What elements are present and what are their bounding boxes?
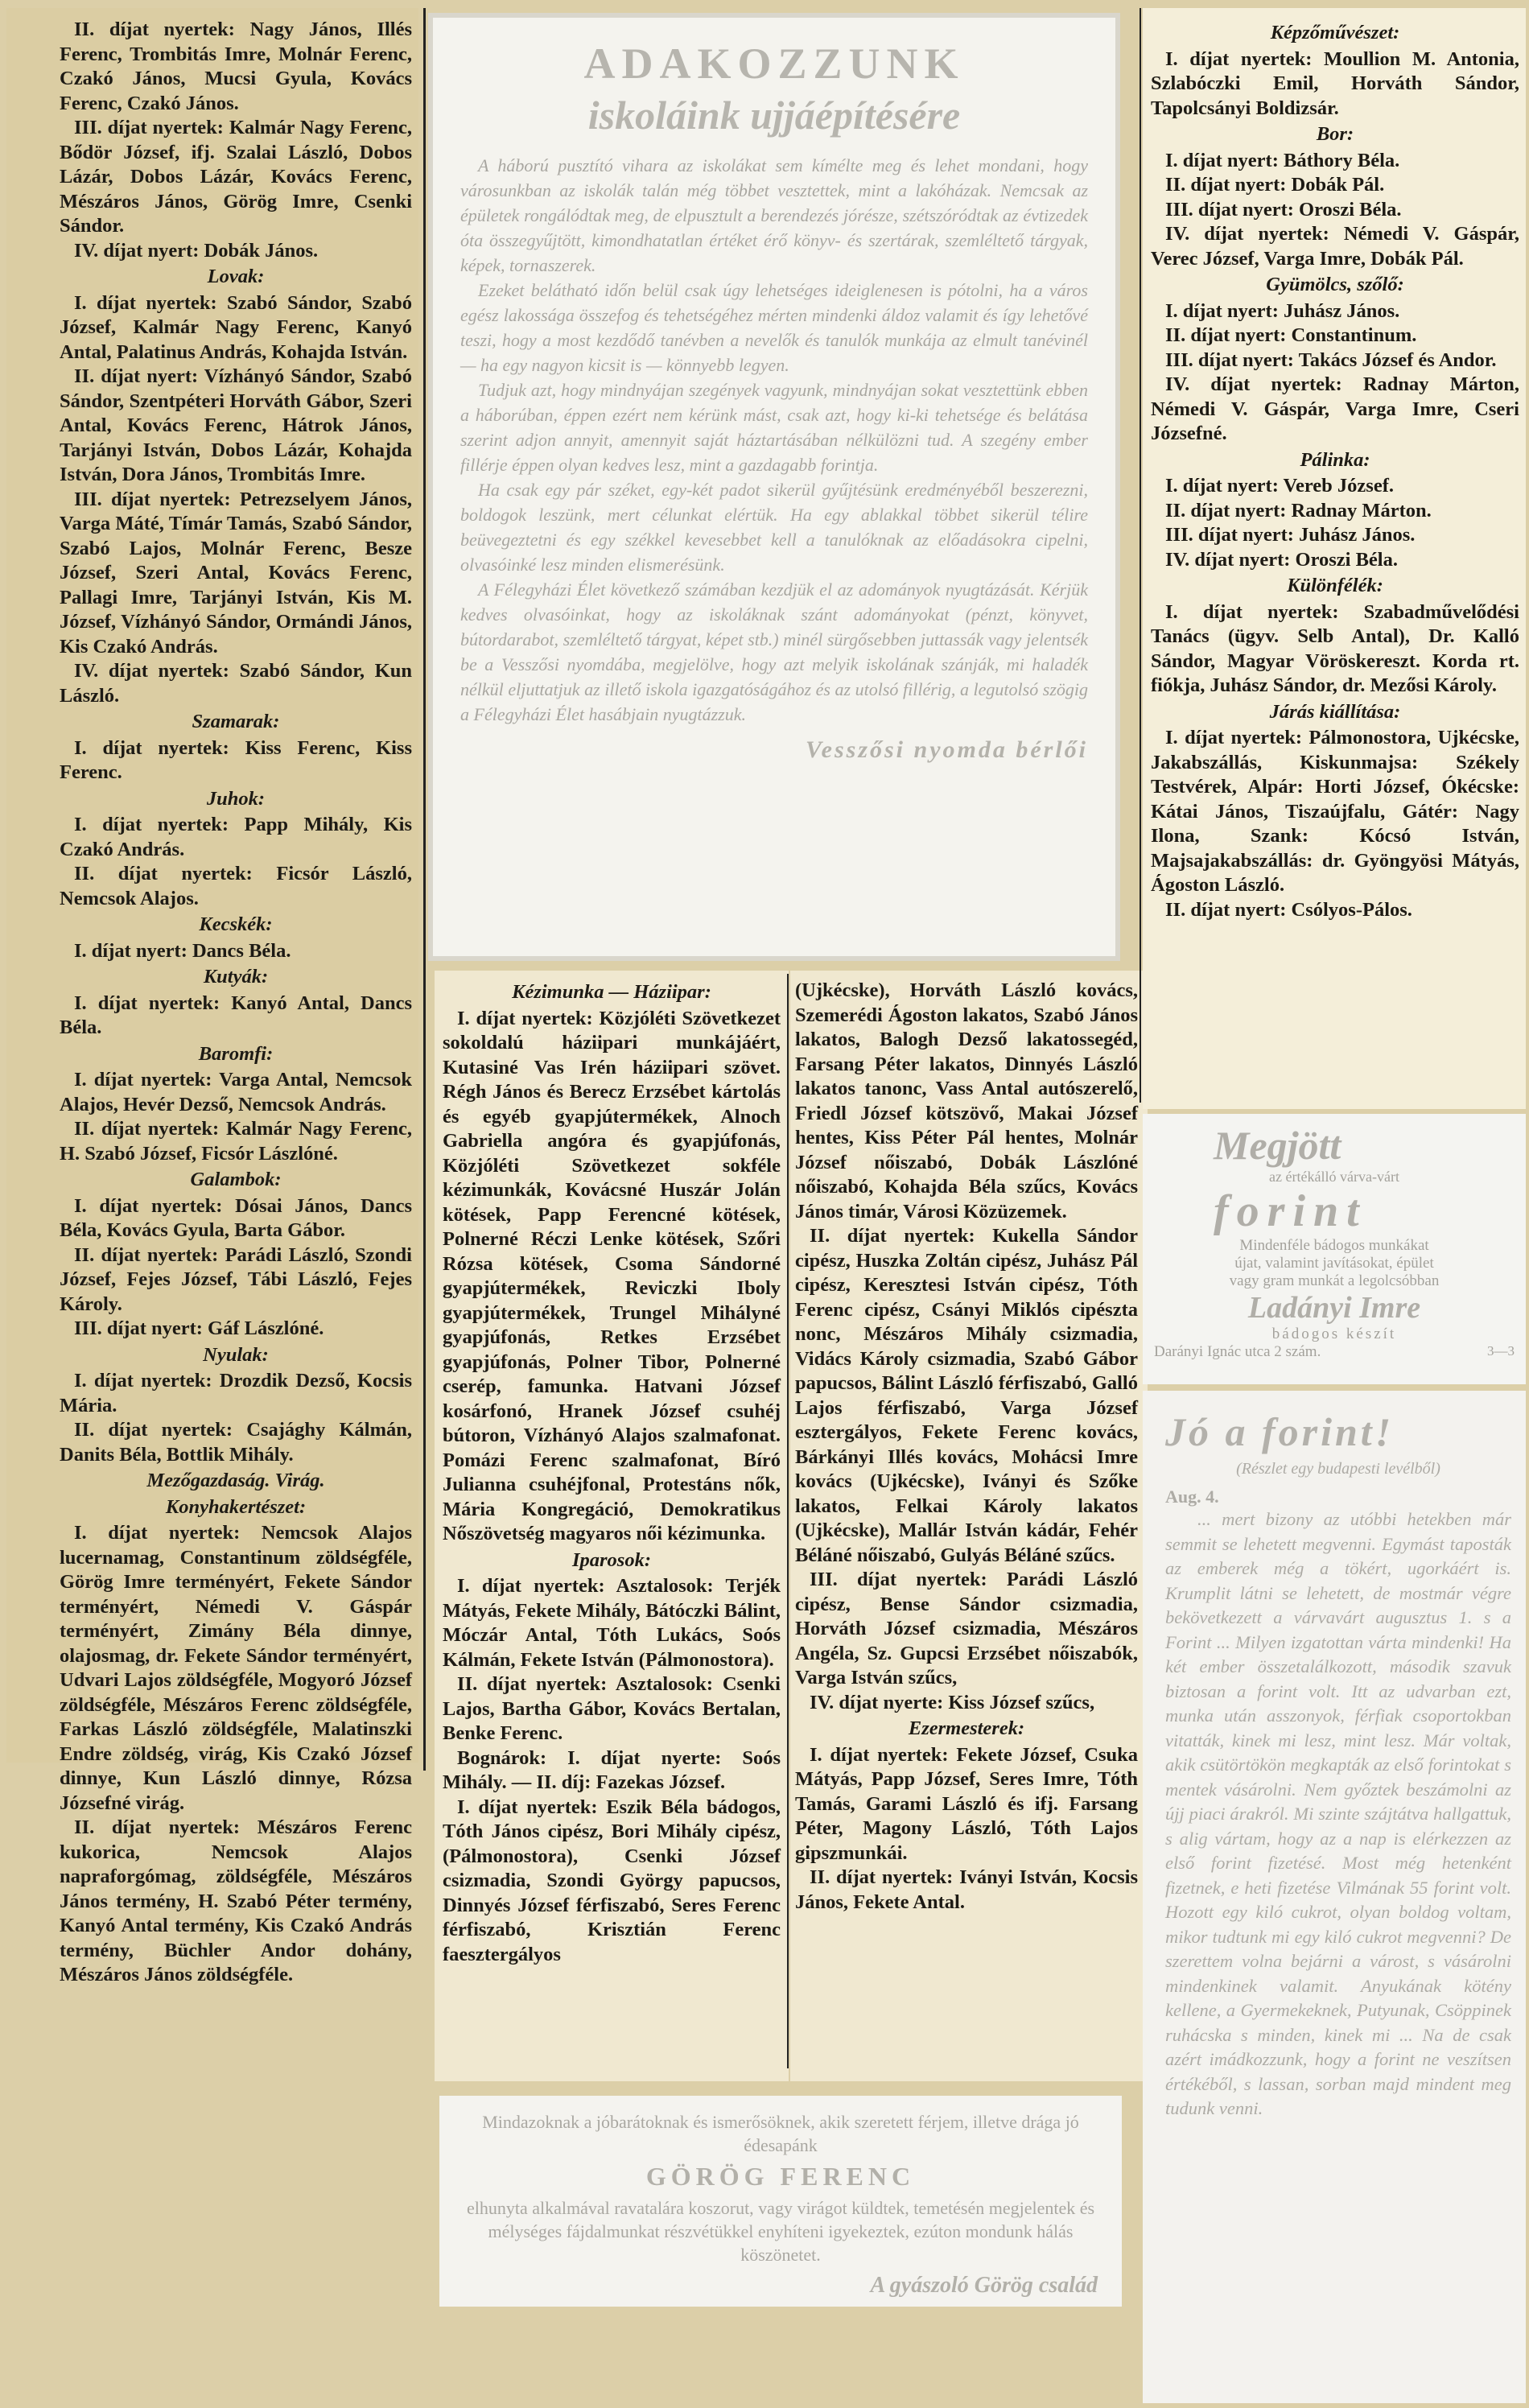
section-heading: Lovak: [207,266,265,287]
notice-paragraph: Tudjuk azt, hogy mindnyájan szegények vagyunk, mindnyájan sokat vesztettünk ebben a háborúban, éppen ezért nem kérünk mást, csak azt, hogy ki-ki tehetsége és belátása szerint adjon annyit, amennyit saját háztartásában nélkülözni tud. A szegény ember fillérje éppen olyan kedves lesz, mint a gazdagabb forintja. [460,380,1088,475]
award-paragraph: I. díjat nyertek: Kanyó Antal, Dancs Béla. [60,992,412,1038]
award-paragraph: IV. díjat nyert: Oroszi Béla. [1165,548,1398,571]
thanks-text: elhunyta alkalmával ravatalára koszorut, vagy virágot küldtek, temetésén megjelentek és mélységes fájdalmunkat részvétükkel enyhíteni igyekeztek, ezúton mondunk hálás köszönetet. [466,2198,1095,2265]
award-paragraph: I. díjat nyertek: Kiss Ferenc, Kiss Ferenc. [60,736,412,783]
ad-line: újat, valamint javításokat, épület [1234,1255,1434,1272]
award-paragraph: III. díjat nyertek: Petrezselyem János, Varga Máté, Tímár Tamás, Szabó Sándor, Szabó Lajos, Molnár Ferenc, Besze József, Szeri Antal, Kovács Ferenc, Pallagi Imre, Tarjányi István, Kis M. József, Vízhányó Sándor, Ormándi János, Kis Czakó András. [60,488,412,658]
notice-title: ADAKOZZUNK [583,39,965,88]
award-paragraph: II. díjat nyert: Vízhányó Sándor, Szabó Sándor, Szentpéteri Horváth Gábor, Szeri Antal, Kovács Ferenc, Hátrok János, Tarjányi István, Dobos Lázár, Kohajda István, Dora János, Trombitás Imre. [60,365,412,485]
section-heading: Szamarak: [192,711,280,732]
award-paragraph: I. díjat nyertek: Asztalosok: Terjék Mátyás, Fekete Mihály, Bátóczki Bálint, Móczár Antal, Tóth Lukács, Soós Kálmán, Fekete István (Pálmonostora). [443,1575,781,1671]
notice-paragraph: Ezeket belátható időn belül csak úgy lehetséges ideiglenesen is pótolni, ha a város egész lakossága összefog és tehetségéhez mérten mindenki áldoz valamit és így lehetővé teszi, hogy a most kezdődő tanévben a nevelők és tanulók munkája az elmult tanévinél — ha egy nagyon kicsit is — könnyebb legyen. [460,280,1088,375]
notice-paragraph: A Félegyházi Élet következő számában kezdjük el az adományok nyugtázását. Kérjük kedves olvasóinkat, hogy az iskoláknak szánt adományokat (pénzt, könyvet, bútordarabot, szemléltető tárgyat, képet stb.) minél sürgősebben juttassák vagy jelentsék be a Vesszősi nyomdába, megjelölve, hogy azt melyik iskolának szánják, mi haladék nélkül eljuttatjuk az illető iskola igazgatóságához és az utolsó fillérig, a legutolsó szögig a Félegyházi Élet hasábjain nyugtázzuk. [460,579,1088,724]
award-paragraph: I. díjat nyertek: Fekete József, Csuka Mátyás, Papp József, Seres Imre, Tóth Tamás, Garami László és ifj. Farsang Péter, Magony László, Tóth Lajos gipszmunkái. [795,1743,1138,1864]
section-heading: Konyhakertészet: [165,1495,307,1518]
section-heading: Bor: [1316,123,1354,145]
award-paragraph: IV. díjat nyertek: Radnay Márton, Némedi V. Gáspár, Varga Imre, Cseri Józsefné. [1151,373,1519,444]
notice-subtitle: iskoláink ujjáépítésére [587,93,961,138]
award-paragraph: I. díjat nyertek: Pálmonostora, Ujkécske, Jakabszállás, Kiskunmajsa: Székely Testvérek, Alpár: Horti József, Ókécske: Kátai János, Tiszaújfalu, Gátér: Nagy Ilona, Szank: Kócsó István, Majsajakabszállás: dr. Gyöngyösi Mátyás, Ágoston László. [1151,727,1519,896]
award-paragraph: III. díjat nyertek: Kalmár Nagy Ferenc, Bődör József, ifj. Szalai László, Dobos Lázár, Dobos Lázár, Kovács Ferenc, Mészáros János, Görög Imre, Csenki Sándor. [60,117,412,237]
section-heading: Baromfi: [198,1042,274,1065]
award-paragraph: Bognárok: I. díjat nyerte: Soós Mihály. — II. díj: Fazekas József. [443,1746,781,1793]
section-heading: Kecskék: [199,913,273,935]
section-heading: Iparosok: [571,1548,651,1571]
award-paragraph: I. díjat nyert: Dancs Béla. [74,939,291,962]
award-paragraph: IV. díjat nyertek: Szabó Sándor, Kun László. [60,660,412,707]
award-paragraph: I. díjat nyertek: Varga Antal, Nemcsok Alajos, Hevér Dezső, Nemcsok András. [60,1069,412,1115]
award-paragraph: II. díjat nyertek: Kalmár Nagy Ferenc, H. Szabó József, Ficsór Lászlóné. [60,1118,412,1165]
section-heading: Galambok: [190,1169,282,1190]
thanks-text: Mindazoknak a jóbarátoknak és ismerősöknek, akik szeretett férjem, illetve drága jó édesapánk [482,2112,1079,2155]
award-paragraph: II. díjat nyert: Radnay Márton. [1165,499,1432,522]
award-paragraph: III. díjat nyert: Juhász János. [1165,524,1416,546]
megjott-forint-ad [1143,1114,1526,1384]
deceased-name: GÖRÖG FERENC [645,2162,916,2191]
section-heading: Gyümölcs, szőlő: [1266,274,1404,295]
left-column [6,8,418,1985]
article-date: Aug. 4. [1165,1486,1219,1507]
section-heading: Járás kiállítása: [1269,700,1401,723]
notice-signature: Vesszősi nyomda bérlői [805,736,1088,763]
article-title: Jó a forint! [1165,1409,1395,1454]
award-paragraph: IV. díjat nyerte: Kiss József szűcs, [810,1691,1095,1713]
award-paragraph: I. díjat nyertek: Papp Mihály, Kis Czakó András. [60,814,412,860]
award-paragraph: I. díjat nyertek: Eszik Béla bádogos, Tóth János cipész, Bori Mihály cipész, (Pálmonostora), Csenki József csizmadia, Szondi György papucsos, Dinnyés József férfiszabó, Seres Ferenc férfiszabó, Krisztián Ferenc faesztergályos [443,1796,781,1965]
award-paragraph: I. díjat nyert: Juhász János. [1165,299,1400,322]
award-paragraph: II. díjat nyertek: Parádi László, Szondi József, Fejes József, Tábi László, Fejes Károly. [60,1243,412,1315]
column-rule-left [423,8,426,1771]
award-paragraph: I. díjat nyert: Vereb József. [1165,475,1394,497]
section-heading: Kézimunka — Háziipar: [512,981,711,1003]
ad-number: 3—3 [1487,1343,1515,1359]
notice-paragraph: A háború pusztító vihara az iskolákat sem kímélte meg és lehet mondani, hogy városunkban az iskolák talán még többet vesztettek, mint a lakóházak. Nemcsak az épületek rongálódtak meg, de elpusztult a berendezés jórésze, szétszóródtak az évtizedek óta összegyűjtött, kimondhatatlan értéket érő könyv- és szertárak, szemléltető tárgyak, képek, tornaszerek. [460,155,1088,275]
section-heading: Nyulak: [203,1343,269,1366]
award-paragraph: II. díjat nyertek: Kukella Sándor cipész, Huszka Zoltán cipész, Juhász Pál cipész, Keresztesi István cipész, Tóth Ferenc cipész, Csányi Miklós cipészta nonc, Mészáros Mihály csizmadia, Vidács Károly csizmadia, Szabó Gábor papucsos, Bálint László férfiszabó, Galló Lajos férfiszabó, Varga József esztergályos, Fekete Ferenc kovács, Bárkányi Illés kovács, Mohácsi Imre kovács (Ujkécske), Iványi és Szőke lakatos, Felkai Károly lakatos (Ujkécske), Mallár István kádár, Fehér Béláné nőiszabó, Gulyás Béláné szűcs. [795,1225,1138,1566]
ad-line: vagy gram munkát a legolcsóbban [1229,1272,1440,1289]
award-paragraph: II. díjat nyertek: Mészáros Ferenc kukorica, Nemcsok Alajos napraforgómag, zöldségféle, Mészáros János termény, H. Szabó Péter termény, Kanyó Antal termény, Kis Czakó András termény, Büchler Andor dohány, Mészáros János zöldségféle. [60,1816,412,1985]
thanks-signature: A gyászoló Görög család [870,2273,1098,2298]
adakozzunk-notice [428,13,1120,961]
notice-paragraph: Ha csak egy pár széket, egy-két padot sikerül gyűjtésünk eredményéből beszerezni, boldogok leszünk, mert célunkat elértük. Ha egy ablakkal többet sikerül télire beüvegeztetni és egy székkel kevesebbet kell a tanulóknak az előadásokra cipelni, olvasóinké lesz minden elismerésünk. [460,480,1088,575]
award-paragraph: II. díjat nyertek: Iványi István, Kocsis János, Fekete Antal. [795,1866,1138,1913]
award-paragraph: I. díjat nyertek: Moullion M. Antonia, Szlabóczki Emil, Horváth Sándor, Tapolcsányi Boldizsár. [1151,47,1519,119]
jo-a-forint-article [1143,1391,1526,2403]
award-paragraph: I. díjat nyertek: Dósai János, Dancs Béla, Kovács Gyula, Barta Gábor. [60,1194,412,1241]
award-paragraph: (Ujkécske), Horváth László kovács, Szemerédi Ágoston lakatos, Szabó János lakatos, Balogh Dezső lakatossegéd, Farsang Péter lakatos, Dinnyés László lakatos tanonc, Vass Antal autószerelő, Friedl József kötszövő, Makai József hentes, Kiss Péter Pál hentes, Molnár József nőiszabó, Dobák Lászlóné nőiszabó, Kohajda Béla szűcs, Kovács János timár, Városi Közüzemek. [795,979,1138,1223]
award-paragraph: III. díjat nyertek: Parádi László cipész, Bense Sándor csizmadia, Horváth József csizmadia, Mészáros Angéla, Sz. Gupcsi Erzsébet nőiszabók, Varga István szűcs, [795,1569,1138,1688]
section-heading: Kutyák: [203,966,269,988]
middle-column-a [435,971,789,2081]
award-paragraph: II. díjat nyert: Dobák Pál. [1165,174,1385,196]
award-paragraph: I. díjat nyertek: Nemcsok Alajos lucernamag, Constantinum zöldségféle, Görög Imre terményért, Fekete Sándor terményért, Némedi V. Gáspár terményért, Zimány Béla dinnye, olajosmag, dr. Fekete Sándor terményért, Udvari Lajos zöldségféle, Mogyoró József zöldségféle, Mészáros Ferenc zöldségféle, Farkas László zöldségféle, Malatinszki Endre zöldség, virág, Kis Czakó József dinnye, Kun László dinnye, Rózsa Józsefné virág. [60,1522,412,1814]
ad-trade: bádogos készít [1271,1326,1397,1342]
section-heading: Mezőgazdaság. Virág. [146,1470,325,1491]
award-paragraph: III. díjat nyert: Oroszi Béla. [1165,198,1402,221]
column-rule-right [1140,8,1141,1103]
award-paragraph: I. díjat nyertek: Szabadművelődési Tanács (ügyv. Selb Antal), Dr. Kalló Sándor, Magyar Vöröskereszt. Korda rt. fiókja, Juhász Sándor, dr. Mezősi Károly. [1151,600,1519,696]
award-paragraph: II. díjat nyert: Csólyos-Pálos. [1165,898,1412,921]
article-subtitle: (Részlet egy budapesti levélből) [1236,1460,1440,1478]
award-paragraph: III. díjat nyert: Gáf Lászlóné. [74,1317,324,1339]
right-column [1143,8,1526,1109]
section-heading: Különfélék: [1287,575,1383,596]
section-heading: Képzőművészet: [1270,22,1400,43]
award-paragraph: I. díjat nyertek: Közjóléti Szövetkezet sokoldalú háziipari munkájáért, Kutasiné Vas Irén háziipari szövet. Régh János és Berecz Erzsébet kártolás és egyéb gyapjútermékek, Alnoch Gabriella angóra és gyapjúfonás, Közjóléti Szövetkezet sokféle kézimunkák, Kovácsné Huszár Jolán kötések, Papp Ferencné kötések, Polnerné Réczi Lenke kötések, Szőri Rózsa kötések, Csoma Sándorné gyapjútermékek, Reviczki Iboly gyapjútermékek, Trungel Mihályné gyapjúfonás, Retkes Erzsébet gyapjúfonás, Polner Tibor, Polnerné cserép, famunka. Hatvani József kosárfonó, Hranek József csuhéj bútoron, Vízhányó Alajos szalmafonat. Pomázi Ferenc szalmafonat, Bíró Julianna csuhéjfonal, Protestáns nők, Mária Kongregáció, Demokratikus Nőszövetség magyaros női kézimunka. [443,1007,781,1544]
middle-column-b [790,971,1148,2081]
award-paragraph: II. díjat nyertek: Nagy János, Illés Ferenc, Trombitás Imre, Molnár Ferenc, Czakó János, Mucsi Gyula, Kovács Ferenc, Czakó János. [60,19,412,114]
award-paragraph: IV. díjat nyertek: Némedi V. Gáspár, Verec József, Varga Imre, Dobák Pál. [1151,223,1519,270]
section-heading: Ezermesterek: [908,1717,1025,1739]
award-paragraph: I. díjat nyertek: Drozdik Dezső, Kocsis Mária. [60,1370,412,1416]
gorog-thanks-notice [439,2096,1122,2307]
award-paragraph: II. díjat nyertek: Asztalosok: Csenki Lajos, Bartha Gábor, Kovács Bertalan, Benke Ferenc. [443,1673,781,1744]
ad-footer [1154,1343,1515,1361]
award-paragraph: II. díjat nyertek: Ficsór László, Nemcsok Alajos. [60,863,412,909]
ad-subtitle: az értékálló várva-várt [1269,1169,1399,1185]
section-heading: Pálinka: [1300,448,1370,471]
ad-title: Megjött [1214,1123,1341,1168]
article-body: ... mert bizony az utóbbi hetekben már semmit se lehetett megvenni. Egymást taposták az emberek még a tökért, ugorkáért is. Krumplit látni se lehetett, de mostmár végre bekövetkezett a várvavárt augusztus 1. s a Forint ... Milyen izgatottan várta mindenki! Ha két ember összetalálkozott, második szavuk biztosan a forint volt. Itt az udvarban ezt, munka után asszonyok, férfiak csoportokban vitatták, kinek mi lesz, mint lesz. Már voltak, akik csütörtökön megkapták az első forintokat s mentek vásárolni. Nem győztek beszámolni az újj piaci árakról. Mi szinte szájtátva hallgattuk, s alig vártam, hogy az a nap is elérkezzen az első forint fizetésé. Most még hetenként fizetnek, e heti fizetése Vilmának 55 forint volt. Hozott egy kiló cukrot, olyan boldog voltam, mikor tudtunk mi egy kiló cukrot megvenni? De szerettem volna bejárni a várost, s vásárolni mindenkinek valamit. Anyukának kötény kellene, a Gyermekeknek, Putyunak, Csöppinek ruhácska s minden, kinek mi ... Na de csak azért imádkozzunk, hogy a forint ne veszítsen értékéből, s lassan, sorban majd mindent meg tudunk venni. [1165,1509,1511,2118]
award-paragraph: I. díjat nyertek: Szabó Sándor, Szabó József, Kalmár Nagy Ferenc, Kanyó Antal, Palatinus András, Kohajda István. [60,291,412,363]
ad-business-name: Ladányi Imre [1247,1291,1421,1325]
award-paragraph: II. díjat nyert: Constantinum. [1165,324,1417,346]
award-paragraph: I. díjat nyert: Báthory Béla. [1165,149,1400,171]
ad-address: Darányi Ignác utca 2 szám. [1154,1343,1321,1360]
ad-line: Mindenféle bádogos munkákat [1239,1237,1429,1254]
column-rule-middle [787,974,789,2068]
award-paragraph: II. díjat nyertek: Csajághy Kálmán, Danits Béla, Bottlik Mihály. [60,1419,412,1466]
ad-forint: forint [1214,1186,1367,1236]
section-heading: Juhok: [206,787,266,810]
award-paragraph: III. díjat nyert: Takács József és Andor. [1165,348,1497,371]
award-paragraph: IV. díjat nyert: Dobák János. [74,239,319,262]
